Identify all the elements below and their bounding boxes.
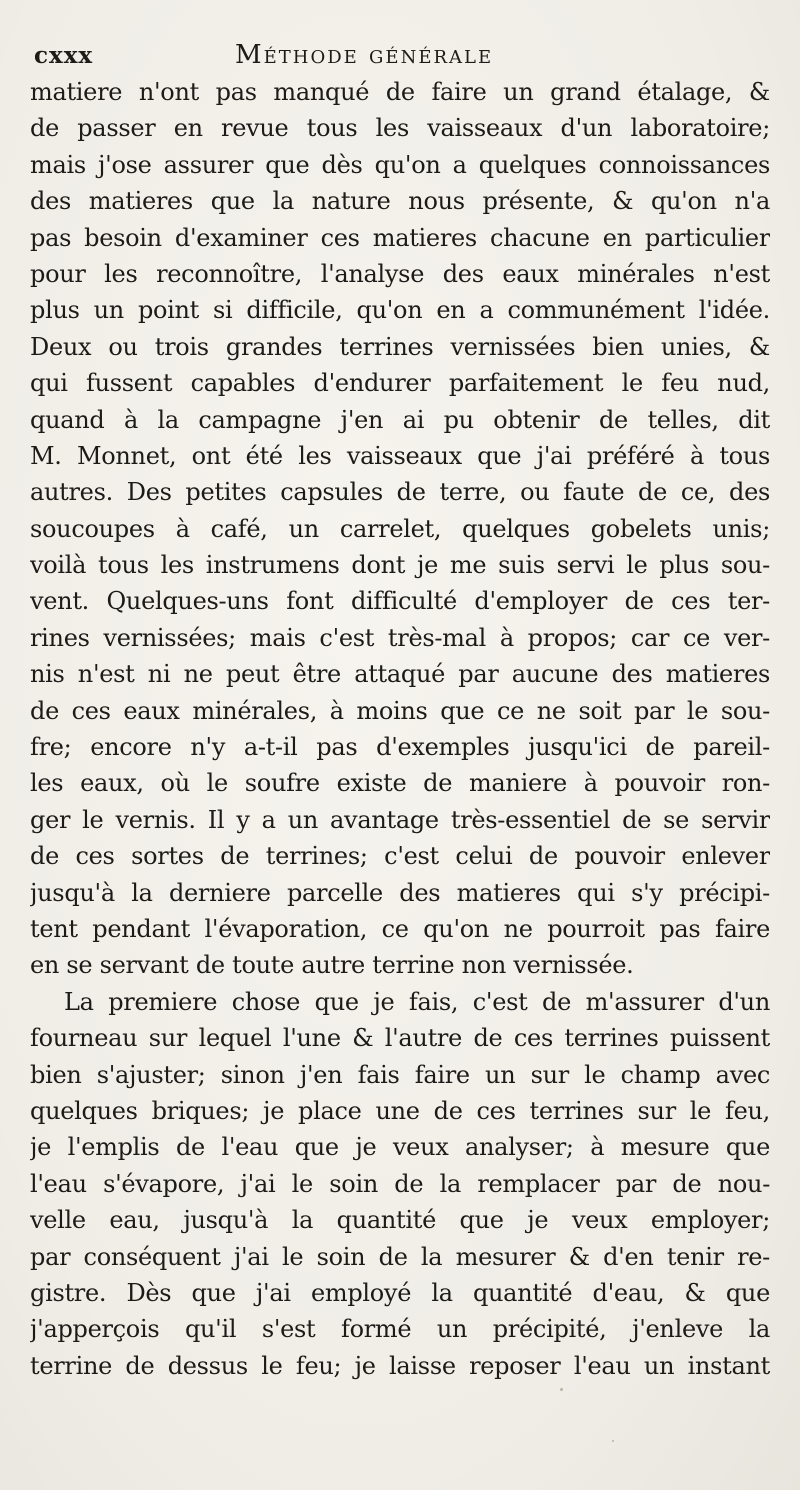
text-line: de ces sortes de terrines; c'est celui de pouvoir enlever: [30, 842, 770, 871]
text-line: nis n'est ni ne peut être attaqué par aucune des matieres: [30, 660, 770, 689]
text-line: ger le vernis. Il y a un avantage très-essentiel de se servir: [30, 805, 770, 834]
running-title: Méthode générale: [235, 40, 494, 70]
text-line: voilà tous les instrumens dont je me suis servi le plus sou-: [30, 551, 770, 580]
text-line: Deux ou trois grandes terrines vernissées bien unies, &: [30, 332, 770, 361]
text-line: terrine de dessus le feu; je laisse reposer l'eau un instant: [30, 1351, 770, 1380]
text-line: qui fussent capables d'endurer parfaitement le feu nud,: [30, 369, 770, 398]
text-line: bien s'ajuster; sinon j'en fais faire un sur le champ avec: [30, 1060, 770, 1089]
text-line: en se servant de toute autre terrine non vernissée.: [30, 951, 634, 980]
text-line: mais j'ose assurer que dès qu'on a quelques connoissances: [30, 150, 770, 179]
text-line: matiere n'ont pas manqué de faire un grand étalage, &: [30, 78, 770, 106]
text-line: de ces eaux minérales, à moins que ce ne soit par le sou-: [30, 696, 770, 725]
text-line: de passer en revue tous les vaisseaux d'un laboratoire;: [30, 114, 770, 143]
text-line: rines vernissées; mais c'est très-mal à propos; car ce ver-: [30, 623, 770, 652]
text-line: jusqu'à la derniere parcelle des matieres qui s'y précipi-: [30, 878, 770, 907]
running-head: [30, 38, 770, 78]
text-line: pas besoin d'examiner ces matieres chacune en particulier: [30, 223, 770, 252]
text-line: je l'emplis de l'eau que je veux analyser; à mesure que: [30, 1133, 770, 1162]
text-line: soucoupes à café, un carrelet, quelques gobelets unis;: [30, 514, 770, 543]
text-line: gistre. Dès que j'ai employé la quantité d'eau, & que: [30, 1278, 770, 1307]
text-line: par conséquent j'ai le soin de la mesurer & d'en tenir re-: [30, 1242, 770, 1271]
text-line: velle eau, jusqu'à la quantité que je veux employer;: [30, 1206, 770, 1235]
text-line: autres. Des petites capsules de terre, ou faute de ce, des: [30, 478, 770, 507]
text-line: quelques briques; je place une de ces terrines sur le feu,: [30, 1096, 770, 1125]
text-line: vent. Quelques-uns font difficulté d'employer de ces ter-: [30, 587, 770, 616]
text-line: l'eau s'évapore, j'ai le soin de la remplacer par de nou-: [30, 1169, 770, 1198]
text-line: tent pendant l'évaporation, ce qu'on ne pourroit pas faire: [30, 914, 770, 943]
text-line: M. Monnet, ont été les vaisseaux que j'ai préféré à tous: [30, 441, 770, 470]
body-text: [30, 74, 770, 1384]
text-line: plus un point si difficile, qu'on en a communément l'idée.: [30, 296, 770, 325]
text-line: quand à la campagne j'en ai pu obtenir de telles, dit: [30, 405, 770, 434]
text-line: j'apperçois qu'il s'est formé un précipité, j'enleve la: [30, 1315, 770, 1344]
paragraph: [30, 74, 770, 984]
text-line: fre; encore n'y a-t-il pas d'exemples jusqu'ici de pareil-: [30, 733, 770, 762]
text-line: fourneau sur lequel l'une & l'autre de ces terrines puissent: [30, 1024, 770, 1053]
text-line: La premiere chose que je fais, c'est de m'assurer d'un: [64, 987, 770, 1016]
text-line: pour les reconnoître, l'analyse des eaux minérales n'est: [30, 259, 770, 288]
paper-speck: [612, 1440, 614, 1442]
page-number: cxxx: [34, 42, 94, 69]
paper-speck: [560, 1388, 563, 1391]
paragraph: [30, 984, 770, 1384]
text-line: des matieres que la nature nous présente, & qu'on n'a: [30, 187, 770, 216]
text-line: les eaux, où le soufre existe de maniere à pouvoir ron-: [30, 769, 770, 798]
